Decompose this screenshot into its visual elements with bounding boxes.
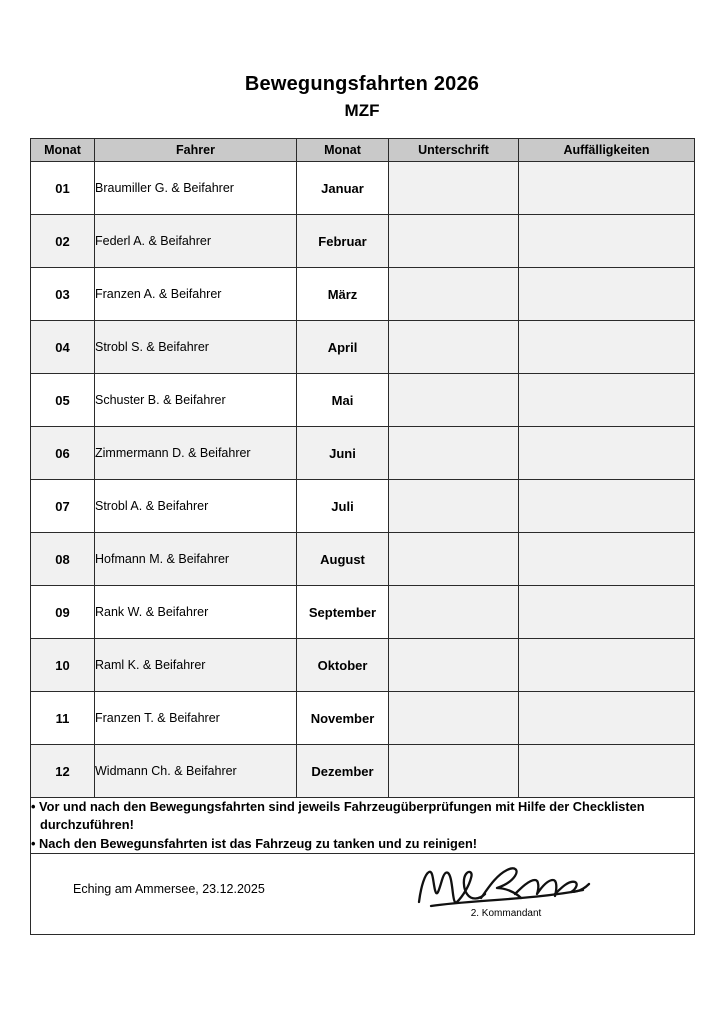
column-header-signature: Unterschrift — [389, 139, 519, 162]
cell-signature[interactable] — [389, 268, 519, 321]
cell-signature[interactable] — [389, 162, 519, 215]
cell-month-number: 06 — [31, 427, 95, 480]
place-and-date: Eching am Ammersee, 23.12.2025 — [73, 881, 265, 896]
table-row — [31, 374, 695, 427]
column-header-month-number: Monat — [31, 139, 95, 162]
cell-month-number: 07 — [31, 480, 95, 533]
table-body — [31, 162, 695, 934]
table-row — [31, 321, 695, 374]
page-subtitle: MZF — [344, 101, 380, 120]
cell-driver: Strobl A. & Beifahrer — [95, 480, 297, 533]
cell-month-name: Dezember — [297, 745, 389, 798]
table-row — [31, 586, 695, 639]
cell-signature[interactable] — [389, 639, 519, 692]
table-row — [31, 745, 695, 798]
cell-month-number: 04 — [31, 321, 95, 374]
footer-cell — [31, 853, 695, 934]
cell-month-number: 03 — [31, 268, 95, 321]
cell-remarks[interactable] — [519, 215, 695, 268]
cell-month-name: Mai — [297, 374, 389, 427]
cell-driver: Raml K. & Beifahrer — [95, 639, 297, 692]
table-row — [31, 162, 695, 215]
cell-month-name: September — [297, 586, 389, 639]
column-header-remarks: Auffälligkeiten — [519, 139, 695, 162]
cell-month-name: November — [297, 692, 389, 745]
cell-month-name: Januar — [297, 162, 389, 215]
table-row — [31, 533, 695, 586]
cell-remarks[interactable] — [519, 268, 695, 321]
cell-month-name: Oktober — [297, 639, 389, 692]
cell-driver: Franzen A. & Beifahrer — [95, 268, 297, 321]
cell-driver: Braumiller G. & Beifahrer — [95, 162, 297, 215]
cell-remarks[interactable] — [519, 692, 695, 745]
signature-role-label: 2. Kommandant — [470, 907, 542, 919]
signature-block — [401, 860, 611, 919]
table-header — [31, 139, 695, 162]
cell-driver: Franzen T. & Beifahrer — [95, 692, 297, 745]
cell-signature[interactable] — [389, 745, 519, 798]
cell-driver: Strobl S. & Beifahrer — [95, 321, 297, 374]
cell-month-number: 05 — [31, 374, 95, 427]
cell-month-name: August — [297, 533, 389, 586]
cell-month-number: 01 — [31, 162, 95, 215]
cell-signature[interactable] — [389, 533, 519, 586]
table-row — [31, 268, 695, 321]
cell-signature[interactable] — [389, 480, 519, 533]
cell-month-number: 09 — [31, 586, 95, 639]
cell-signature[interactable] — [389, 427, 519, 480]
cell-remarks[interactable] — [519, 374, 695, 427]
cell-remarks[interactable] — [519, 427, 695, 480]
cell-signature[interactable] — [389, 692, 519, 745]
cell-remarks[interactable] — [519, 639, 695, 692]
cell-month-name: Juni — [297, 427, 389, 480]
table-row — [31, 639, 695, 692]
bewegungsfahrten-table — [30, 138, 695, 934]
table-row — [31, 480, 695, 533]
cell-driver: Hofmann M. & Beifahrer — [95, 533, 297, 586]
cell-month-number: 11 — [31, 692, 95, 745]
cell-remarks[interactable] — [519, 586, 695, 639]
table-row — [31, 427, 695, 480]
cell-month-number: 02 — [31, 215, 95, 268]
cell-remarks[interactable] — [519, 480, 695, 533]
title-block — [30, 0, 694, 121]
cell-driver: Federl A. & Beifahrer — [95, 215, 297, 268]
cell-signature[interactable] — [389, 215, 519, 268]
table-row — [31, 692, 695, 745]
cell-driver: Rank W. & Beifahrer — [95, 586, 297, 639]
cell-remarks[interactable] — [519, 533, 695, 586]
table-row — [31, 215, 695, 268]
cell-remarks[interactable] — [519, 321, 695, 374]
handwritten-signature-icon — [411, 860, 601, 912]
column-header-month-name: Monat — [297, 139, 389, 162]
cell-month-number: 08 — [31, 533, 95, 586]
page-title: Bewegungsfahrten 2026 — [244, 73, 480, 95]
cell-remarks[interactable] — [519, 745, 695, 798]
cell-driver: Schuster B. & Beifahrer — [95, 374, 297, 427]
column-header-driver: Fahrer — [95, 139, 297, 162]
cell-remarks[interactable] — [519, 162, 695, 215]
note-line-2: • Nach den Bewegunsfahrten ist das Fahrzeug zu tanken und zu reinigen! — [31, 835, 478, 851]
cell-driver: Widmann Ch. & Beifahrer — [95, 745, 297, 798]
notes-row — [31, 798, 695, 853]
cell-signature[interactable] — [389, 374, 519, 427]
cell-signature[interactable] — [389, 586, 519, 639]
notes-cell — [31, 798, 695, 853]
cell-month-name: April — [297, 321, 389, 374]
cell-month-number: 12 — [31, 745, 95, 798]
footer-row — [31, 853, 695, 934]
note-line-1: • Vor und nach den Bewegungsfahrten sind jeweils Fahrzeugüberprüfungen mit Hilfe der Checklisten durchzuführen! — [31, 799, 645, 833]
cell-month-name: Juli — [297, 480, 389, 533]
cell-signature[interactable] — [389, 321, 519, 374]
cell-month-name: März — [297, 268, 389, 321]
cell-driver: Zimmermann D. & Beifahrer — [95, 427, 297, 480]
cell-month-number: 10 — [31, 639, 95, 692]
table-header-row — [31, 139, 695, 162]
cell-month-name: Februar — [297, 215, 389, 268]
footer-inner — [31, 854, 694, 934]
